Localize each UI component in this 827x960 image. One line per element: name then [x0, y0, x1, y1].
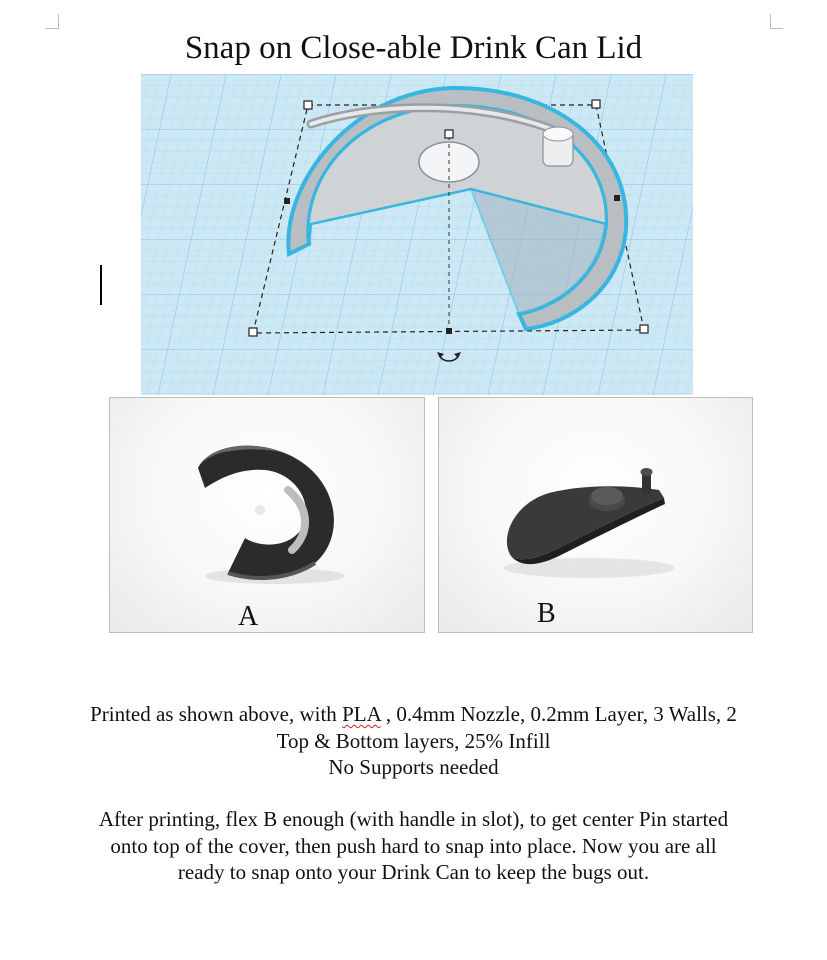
- assembly-line-1: After printing, flex B enough (with handle in slot), to get center Pin started: [98, 807, 729, 831]
- part-b-shape: [507, 486, 664, 559]
- photo-label-b: B: [537, 598, 556, 629]
- printed-part-photo-a: [109, 397, 425, 633]
- resize-handle[interactable]: [304, 101, 312, 109]
- photo-label-a: A: [238, 601, 259, 632]
- print-settings-line-1: Printed as shown above, with PLA , 0.4mm Nozzle, 0.2mm Layer, 3 Walls, 2: [90, 702, 737, 726]
- midpoint-handle[interactable]: [614, 195, 620, 201]
- resize-handle[interactable]: [640, 325, 648, 333]
- assembly-instructions-paragraph: [40, 806, 787, 886]
- cad-render-image: [141, 74, 693, 395]
- assembly-line-2: onto top of the cover, then push hard to snap into place. Now you are all: [110, 833, 717, 858]
- midpoint-handle[interactable]: [284, 198, 290, 204]
- print-settings-line-2: Top & Bottom layers, 25% Infill: [276, 728, 551, 753]
- printed-part-photo-b: [438, 397, 753, 633]
- document-title: Snap on Close-able Drink Can Lid: [184, 30, 643, 66]
- spellcheck-word[interactable]: PLA: [342, 702, 381, 726]
- page-corner-mark-top-right: [770, 14, 783, 29]
- resize-handle[interactable]: [592, 100, 600, 108]
- height-handle[interactable]: [445, 130, 453, 138]
- page-corner-mark-top-left: [46, 14, 59, 29]
- resize-handle[interactable]: [249, 328, 257, 336]
- print-settings-line-3: No Supports needed: [328, 755, 499, 779]
- assembly-line-3: ready to snap onto your Drink Can to keep the bugs out.: [177, 860, 650, 884]
- print-settings-paragraph: [40, 701, 787, 781]
- text-cursor-icon: [100, 265, 102, 305]
- part-a-shape: [198, 446, 334, 578]
- midpoint-handle[interactable]: [446, 328, 452, 334]
